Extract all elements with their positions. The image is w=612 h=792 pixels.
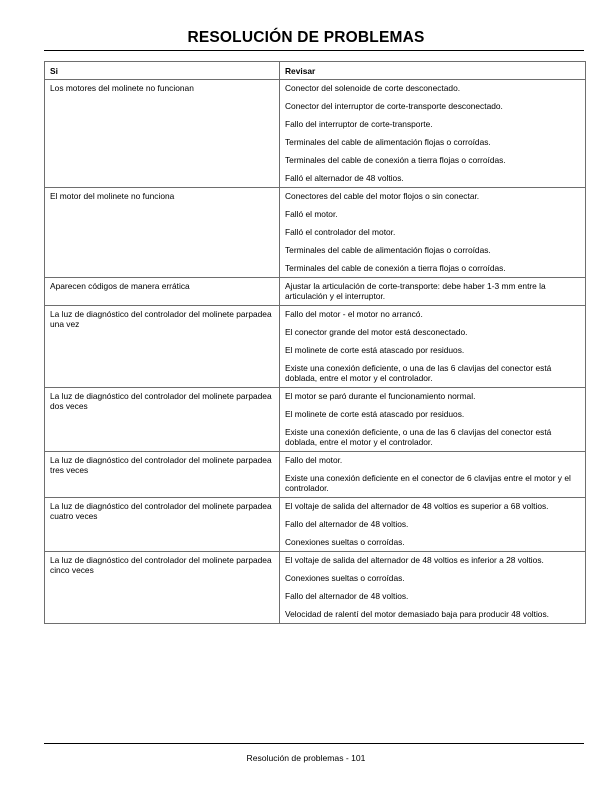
column-header-cause: Si: [45, 62, 280, 80]
check-item: Conexiones sueltas o corroídas.: [285, 537, 405, 547]
page-title: RESOLUCIÓN DE PROBLEMAS: [187, 29, 425, 46]
check-cell: [280, 306, 586, 388]
symptom-cell: Aparecen códigos de manera errática: [45, 278, 280, 306]
symptom-cell: El motor del molinete no funciona: [45, 188, 280, 278]
check-item: Falló el motor.: [285, 209, 338, 219]
check-cell: [280, 188, 586, 278]
symptom-cell: La luz de diagnóstico del controlador del molinete parpadea una vez: [45, 306, 280, 388]
check-item: Terminales del cable de alimentación flojas o corroídas.: [285, 245, 491, 255]
check-item: El conector grande del motor está desconectado.: [285, 327, 468, 337]
check-item: Terminales del cable de conexión a tierra flojas o corroídas.: [285, 155, 506, 165]
table-row: [45, 552, 586, 624]
check-item: Existe una conexión deficiente en el conector de 6 clavijas entre el motor y el controlador.: [285, 473, 571, 493]
check-item: Fallo del motor.: [285, 455, 343, 465]
table-row: [45, 306, 586, 388]
footer-divider: [44, 743, 584, 744]
symptom-cell: La luz de diagnóstico del controlador del molinete parpadea tres veces: [45, 452, 280, 498]
page-footer: Resolución de problemas - 101: [246, 753, 366, 763]
check-item: Fallo del motor - el motor no arrancó.: [285, 309, 423, 319]
table-row: [45, 452, 586, 498]
table-row: [45, 188, 586, 278]
check-cell: [280, 80, 586, 188]
table-row: [45, 498, 586, 552]
check-item: Conector del solenoide de corte desconectado.: [285, 83, 461, 93]
check-item: Ajustar la articulación de corte-transporte: debe haber 1-3 mm entre la articulación y el interruptor.: [285, 281, 546, 301]
symptom-cell: Los motores del molinete no funcionan: [45, 80, 280, 188]
symptom-cell: La luz de diagnóstico del controlador del molinete parpadea cuatro veces: [45, 498, 280, 552]
check-item: Existe una conexión deficiente, o una de las 6 clavijas del conector está doblada, entre el motor y el controlador.: [285, 363, 552, 383]
check-item: Existe una conexión deficiente, o una de las 6 clavijas del conector está doblada, entre el motor y el controlador.: [285, 427, 552, 447]
check-cell: [280, 388, 586, 452]
check-item: Conectores del cable del motor flojos o sin conectar.: [285, 191, 480, 201]
table-row: [45, 80, 586, 188]
check-item: Terminales del cable de conexión a tierra flojas o corroídas.: [285, 263, 506, 273]
check-cell: [280, 452, 586, 498]
table-row: [45, 388, 586, 452]
check-item: Fallo del alternador de 48 voltios.: [285, 591, 409, 601]
column-header-check: Revisar: [280, 62, 586, 80]
title-divider: [44, 50, 584, 51]
check-item: Velocidad de ralentí del motor demasiado baja para producir 48 voltios.: [285, 609, 549, 619]
check-item: Fallo del alternador de 48 voltios.: [285, 519, 409, 529]
check-item: Terminales del cable de alimentación flojas o corroídas.: [285, 137, 491, 147]
table-header-row: [45, 62, 586, 80]
check-cell: [280, 552, 586, 624]
table-row: [45, 278, 586, 306]
check-item: Falló el controlador del motor.: [285, 227, 396, 237]
check-item: Fallo del interruptor de corte-transporte.: [285, 119, 433, 129]
check-item: El voltaje de salida del alternador de 48 voltios es inferior a 28 voltios.: [285, 555, 544, 565]
check-item: Falló el alternador de 48 voltios.: [285, 173, 404, 183]
check-item: Conexiones sueltas o corroídas.: [285, 573, 405, 583]
symptom-cell: La luz de diagnóstico del controlador del molinete parpadea dos veces: [45, 388, 280, 452]
check-item: Conector del interruptor de corte-transporte desconectado.: [285, 101, 503, 111]
symptom-cell: La luz de diagnóstico del controlador del molinete parpadea cinco veces: [45, 552, 280, 624]
check-item: El voltaje de salida del alternador de 48 voltios es superior a 68 voltios.: [285, 501, 549, 511]
check-item: El molinete de corte está atascado por residuos.: [285, 345, 465, 355]
check-cell: [280, 278, 586, 306]
table-body: [45, 80, 586, 624]
troubleshooting-table: [44, 61, 586, 624]
check-item: El molinete de corte está atascado por residuos.: [285, 409, 465, 419]
check-item: El motor se paró durante el funcionamiento normal.: [285, 391, 476, 401]
check-cell: [280, 498, 586, 552]
